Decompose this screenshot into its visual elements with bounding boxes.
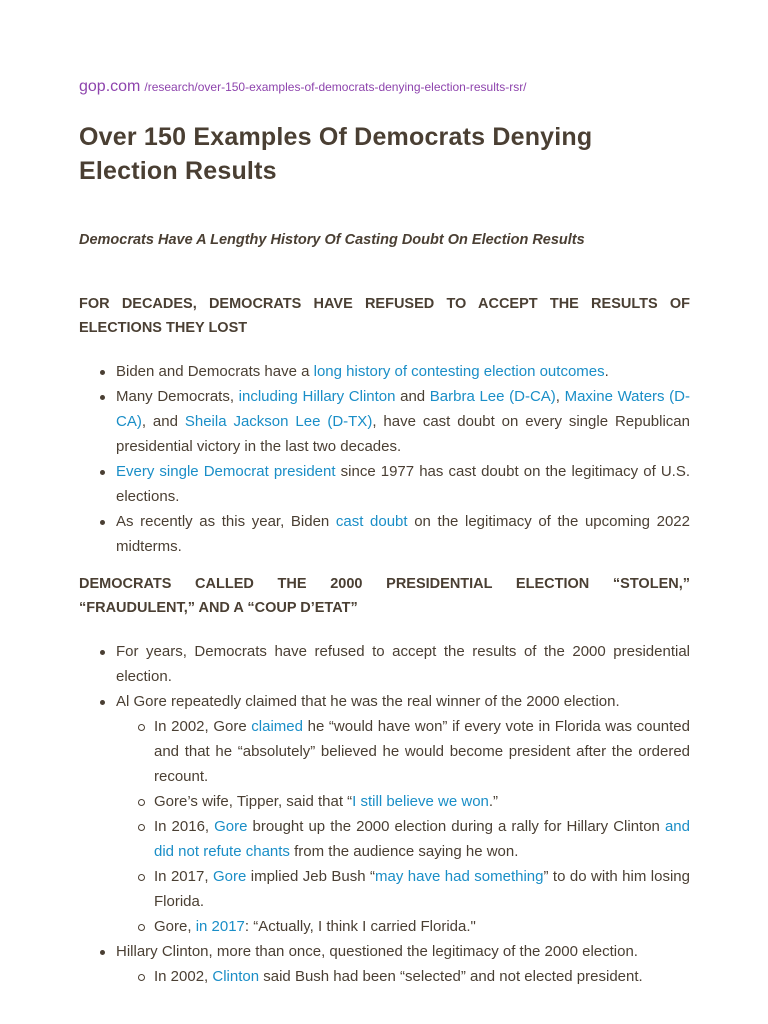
link-sheila-jackson-lee[interactable]: Sheila Jackson Lee (D-TX) — [184, 413, 373, 430]
bullet-disc-icon — [100, 395, 105, 400]
text: In 2002, Gore — [154, 718, 252, 735]
text: Al Gore repeatedly claimed that he was the real winner of the 2000 election. — [116, 693, 620, 710]
bullet-circle-icon — [138, 799, 145, 806]
subtitle: Democrats Have A Lengthy History Of Casting Doubt On Election Results — [79, 232, 585, 248]
link-gore-2017[interactable]: Gore — [212, 868, 247, 885]
list-item — [116, 639, 690, 689]
link-cast-doubt[interactable]: cast doubt — [335, 513, 408, 530]
text: , and — [141, 413, 185, 430]
text: he “would have won” if every vote in Florida was counted and that he “absolutely” believed he would become president after the ordered recount. — [154, 718, 690, 785]
bullet-circle-icon — [138, 924, 145, 931]
list-item — [116, 689, 690, 939]
page-title: Over 150 Examples Of Democrats Denying Election Results — [79, 123, 593, 185]
link-claimed[interactable]: claimed — [251, 718, 303, 735]
text: , have cast doubt on every single Republican presidential victory in the last two decades. — [116, 413, 690, 455]
source-url[interactable] — [79, 78, 527, 96]
text: Gore, — [154, 918, 196, 935]
bullet-circle-icon — [138, 974, 145, 981]
bullet-disc-icon — [100, 700, 105, 705]
link-clinton[interactable]: Clinton — [212, 968, 260, 985]
text: from the audience saying he won. — [289, 843, 519, 860]
text: In 2016, — [154, 818, 215, 835]
section-heading-2000-election: DEMOCRATS CALLED THE 2000 PRESIDENTIAL ELECTION “STOLEN,” “FRAUDULENT,” AND A “COUP D’ETAT” — [79, 576, 690, 616]
text: said Bush had been “selected” and not elected president. — [259, 968, 643, 985]
gore-sub-list — [154, 714, 690, 939]
link-in-2017[interactable]: in 2017 — [195, 918, 245, 935]
source-domain[interactable]: gop.com — [79, 78, 141, 95]
text: Gore’s wife, Tipper, said that “ — [154, 793, 353, 810]
link-history-contesting[interactable]: long history of contesting election outcomes — [313, 363, 605, 380]
link-barbra-lee[interactable]: Barbra Lee (D-CA) — [429, 388, 556, 405]
bullet-circle-icon — [138, 874, 145, 881]
list-item — [116, 459, 690, 509]
link-gore-2016[interactable]: Gore — [214, 818, 248, 835]
text: implied Jeb Bush “ — [246, 868, 376, 885]
link-hillary-clinton[interactable]: including Hillary Clinton — [238, 388, 396, 405]
text: .” — [488, 793, 499, 810]
bullet-disc-icon — [100, 950, 105, 955]
list-item — [116, 509, 690, 559]
sub-list-item — [154, 814, 690, 864]
bullet-circle-icon — [138, 724, 145, 731]
text: : “Actually, I think I carried Florida." — [244, 918, 476, 935]
decades-list — [116, 359, 690, 559]
link-maxine-waters[interactable]: Maxine Waters (D-CA) — [116, 388, 690, 430]
bullet-circle-icon — [138, 824, 145, 831]
link-may-have-had-something[interactable]: may have had something — [375, 868, 544, 885]
article-body — [79, 120, 690, 985]
text: Biden and Democrats have a — [116, 363, 314, 380]
clinton-sub-list — [154, 964, 690, 989]
bullet-disc-icon — [100, 520, 105, 525]
text: In 2002, — [154, 968, 213, 985]
text: As recently as this year, Biden — [116, 513, 336, 530]
text: Many Democrats, — [116, 388, 239, 405]
text: , — [555, 388, 565, 405]
sub-list-item — [154, 914, 690, 939]
text: In 2017, — [154, 868, 213, 885]
list-item — [116, 384, 690, 459]
text: For years, Democrats have refused to accept the results of the 2000 presidential election. — [116, 643, 690, 685]
sub-list-item — [154, 864, 690, 914]
text: . — [604, 363, 609, 380]
text: and — [395, 388, 430, 405]
source-path[interactable]: /research/over-150-examples-of-democrats-denying-election-results-rsr/ — [144, 80, 527, 94]
bullet-disc-icon — [100, 470, 105, 475]
bullet-disc-icon — [100, 650, 105, 655]
text: since 1977 has cast doubt on the legitimacy of U.S. elections. — [116, 463, 690, 505]
text: Hillary Clinton, more than once, questioned the legitimacy of the 2000 election. — [116, 943, 638, 960]
link-every-democrat-president[interactable]: Every single Democrat president — [116, 463, 336, 480]
link-did-not-refute-chants[interactable]: and did not refute chants — [154, 818, 690, 860]
sub-list-item — [154, 789, 690, 814]
text: on the legitimacy of the upcoming 2022 midterms. — [116, 513, 690, 555]
election-2000-list — [116, 639, 690, 989]
section-heading-decades: FOR DECADES, DEMOCRATS HAVE REFUSED TO ACCEPT THE RESULTS OF ELECTIONS THEY LOST — [79, 296, 690, 336]
list-item — [116, 359, 690, 384]
link-still-believe-we-won[interactable]: I still believe we won — [352, 793, 489, 810]
list-item — [116, 939, 690, 989]
sub-list-item — [154, 964, 690, 989]
text: ” to do with him losing Florida. — [154, 868, 690, 910]
bullet-disc-icon — [100, 370, 105, 375]
text: brought up the 2000 election during a rally for Hillary Clinton — [247, 818, 665, 835]
sub-list-item — [154, 714, 690, 789]
